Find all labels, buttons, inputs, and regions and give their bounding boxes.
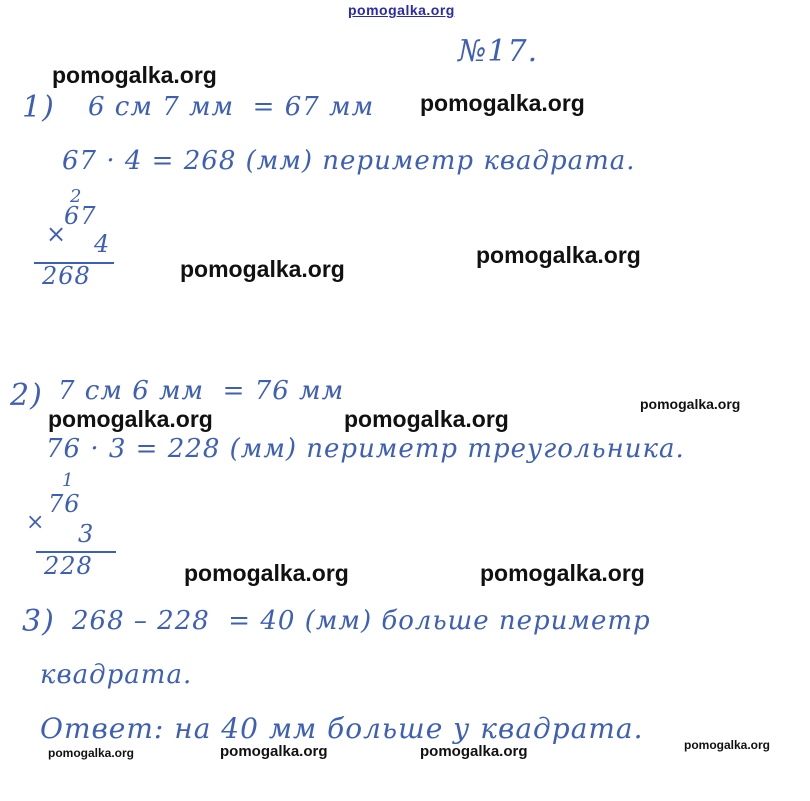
header-watermark: pomogalka.org [348, 2, 455, 18]
watermark: pomogalka.org [420, 743, 528, 760]
watermark: pomogalka.org [220, 743, 328, 760]
part3-continuation: квадрата. [40, 660, 193, 690]
part1-conversion: 6 см 7 мм = 67 мм [88, 92, 375, 122]
watermark: pomogalka.org [480, 560, 645, 586]
part2-equation: 76 · 3 = 228 (мм) периметр треугольника. [46, 434, 685, 464]
part1-result: 268 [42, 262, 91, 290]
watermark: pomogalka.org [420, 90, 585, 116]
watermark: pomogalka.org [48, 406, 213, 432]
part1-label: 1) [22, 90, 55, 125]
part1-multiplier: 4 [94, 230, 111, 258]
part2-top: 76 [48, 490, 81, 518]
watermark: pomogalka.org [52, 62, 217, 88]
part2-label: 2) [10, 378, 43, 413]
watermark: pomogalka.org [640, 396, 741, 412]
watermark: pomogalka.org [48, 746, 135, 760]
part3-equation: 268 – 228 = 40 (мм) больше периметр [72, 606, 651, 636]
part1-sign: × [46, 220, 68, 248]
part1-equation: 67 · 4 = 268 (мм) периметр квадрата. [62, 146, 636, 176]
part2-multiplier: 3 [78, 520, 95, 548]
part2-carry: 1 [62, 470, 75, 491]
watermark: pomogalka.org [180, 256, 345, 282]
part1-carry: 2 [70, 186, 83, 207]
part3-label: 3) [22, 604, 55, 639]
part2-conversion: 7 см 6 мм = 76 мм [58, 376, 345, 406]
part1-top: 67 [64, 202, 97, 230]
part2-sign: × [26, 510, 46, 535]
problem-number: №17. [458, 34, 539, 69]
answer-text: Ответ: на 40 мм больше у квадрата. [40, 712, 644, 745]
part2-result: 228 [44, 552, 93, 580]
watermark: pomogalka.org [344, 406, 509, 432]
watermark: pomogalka.org [684, 738, 771, 752]
watermark: pomogalka.org [184, 560, 349, 586]
watermark: pomogalka.org [476, 242, 641, 268]
